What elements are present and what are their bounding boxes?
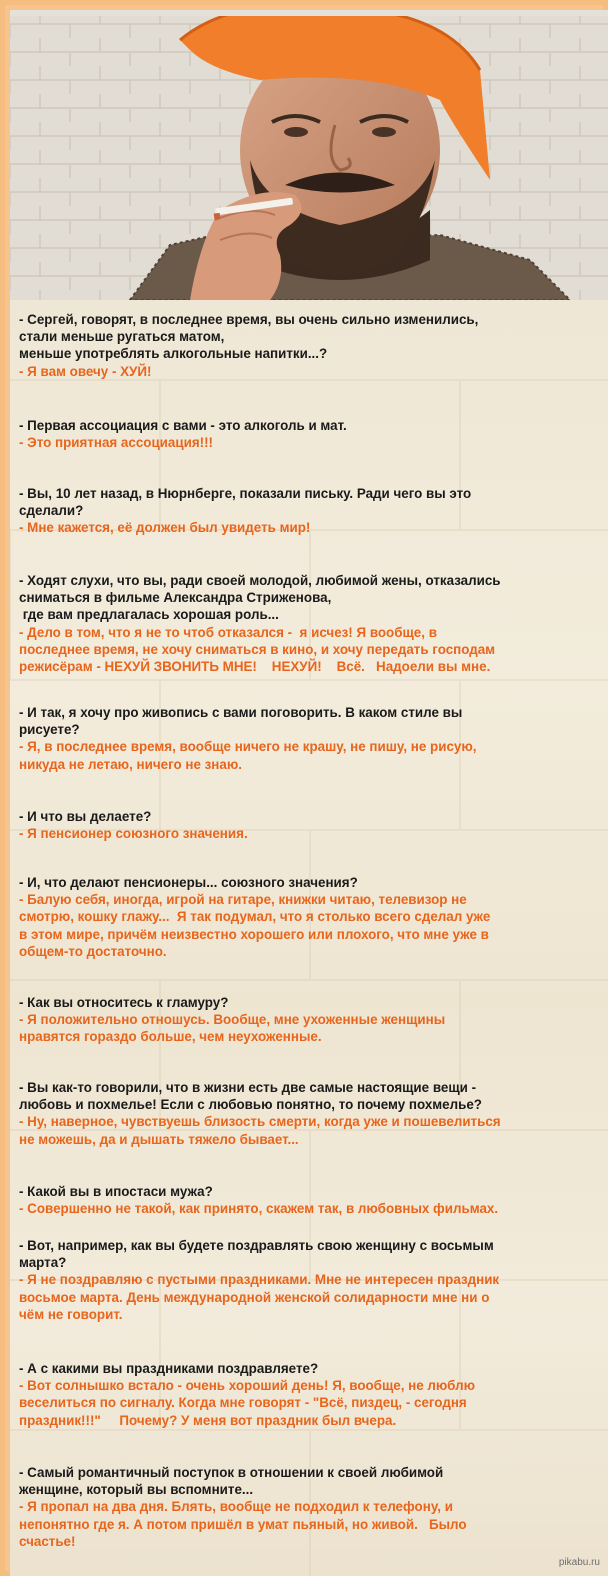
answer-text: - Мне кажется, её должен был увидеть мир! [19, 520, 311, 536]
qa-item [19, 1079, 501, 1148]
question-text: - Какой вы в ипостаси мужа? [19, 1184, 213, 1199]
qa-item [19, 572, 501, 675]
question-text: - И что вы делаете? [19, 809, 152, 824]
question-text: - Вот, например, как вы будете поздравлять свою женщину с восьмым марта? [19, 1238, 494, 1271]
answer-text: - Я вам овечу - ХУЙ! [19, 363, 152, 379]
qa-item [19, 485, 471, 537]
question-text: - Самый романтичный поступок в отношении к своей любимой женщине, который вы вспомните... [19, 1465, 444, 1498]
answer-text: - Балую себя, иногда, игрой на гитаре, книжки читаю, телевизор не смотрю, кошку глажу... Я так подумал, что я столько всего сделал уже в этом мире, причём неизвестно хорошего или плохого, что мне уже в общем-то достаточно. [19, 892, 491, 959]
answer-text: - Совершенно не такой, как принято, скажем так, в любовных фильмах. [19, 1201, 499, 1217]
answer-text: - Ну, наверное, чувствуешь близость смерти, когда уже и пошевелиться не можешь, да и дышать тяжело бывает... [19, 1114, 501, 1147]
answer-text: - Я пропал на два дня. Блять, вообще не подходил к телефону, и непонятно где я. А потом пришёл в умат пьяный, но живой. Было счастье! [19, 1499, 467, 1549]
question-text: - Как вы относитесь к гламуру? [19, 995, 229, 1010]
qa-item [19, 1183, 498, 1217]
question-text: - И так, я хочу про живопись с вами поговорить. В каком стиле вы рисуете? [19, 705, 463, 738]
qa-item [19, 417, 347, 451]
qa-item [19, 1237, 499, 1323]
question-text: - И, что делают пенсионеры... союзного значения? [19, 875, 358, 890]
question-text: - А с какими вы праздниками поздравляете? [19, 1361, 319, 1376]
qa-item [19, 874, 490, 960]
answer-text: - Дело в том, что я не то чтоб отказался - я исчез! Я вообще, в последнее время, не хочу сниматься в кино, и хочу передать господам режисёрам - НЕХУЙ ЗВОНИТЬ МНЕ! НЕХУЙ! Всё. Надоели вы мне. [19, 624, 496, 675]
answer-text: - Я, в последнее время, вообще ничего не крашу, не пишу, не рисую, никуда не летаю, ничего не знаю. [19, 739, 477, 772]
question-text: - Первая ассоциация с вами - это алкоголь и мат. [19, 418, 347, 433]
answer-text: - Я положительно отношусь. Вообще, мне ухоженные женщины нравятся гораздо больше, чем неухоженные. [19, 1012, 446, 1045]
qa-item [19, 311, 478, 380]
qa-item [19, 1360, 475, 1429]
question-text: - Ходят слухи, что вы, ради своей молодой, любимой жены, отказались сниматься в фильме Александра Стриженова, где вам предлагалась хорошая роль... [19, 573, 501, 623]
question-text: - Вы, 10 лет назад, в Нюрнберге, показали письку. Ради чего вы это сделали? [19, 486, 472, 519]
answer-text: - Вот солнышко встало - очень хороший день! Я, вообще, не люблю веселиться по сигналу. Когда мне говорят - "Всё, пиздец, - сегодня праздник!!!" Почему? У меня вот праздник был вчера. [19, 1378, 476, 1428]
qa-item [19, 808, 248, 842]
answer-text: - Я не поздравляю с пустыми праздниками. Мне не интересен праздник восьмое марта. День международной женской солидарности мне ни о чём не говорит. [19, 1272, 500, 1322]
photo [10, 10, 608, 300]
question-text: - Вы как-то говорили, что в жизни есть две самые настоящие вещи - любовь и похмелье! Если с любовью понятно, то почему похмелье? [19, 1080, 482, 1113]
question-text: - Сергей, говорят, в последнее время, вы очень сильно изменились, стали меньше ругаться матом, меньше употреблять алкогольные напитки...? [19, 312, 479, 362]
watermark[interactable]: pikabu.ru [558, 1557, 600, 1568]
answer-text: - Это приятная ассоциация!!! [19, 435, 214, 451]
answer-text: - Я пенсионер союзного значения. [19, 826, 248, 842]
qa-item [19, 1464, 467, 1550]
man-portrait-image [10, 10, 608, 300]
qa-item [19, 994, 445, 1046]
interview-panel [10, 300, 608, 1576]
qa-item [19, 704, 477, 773]
